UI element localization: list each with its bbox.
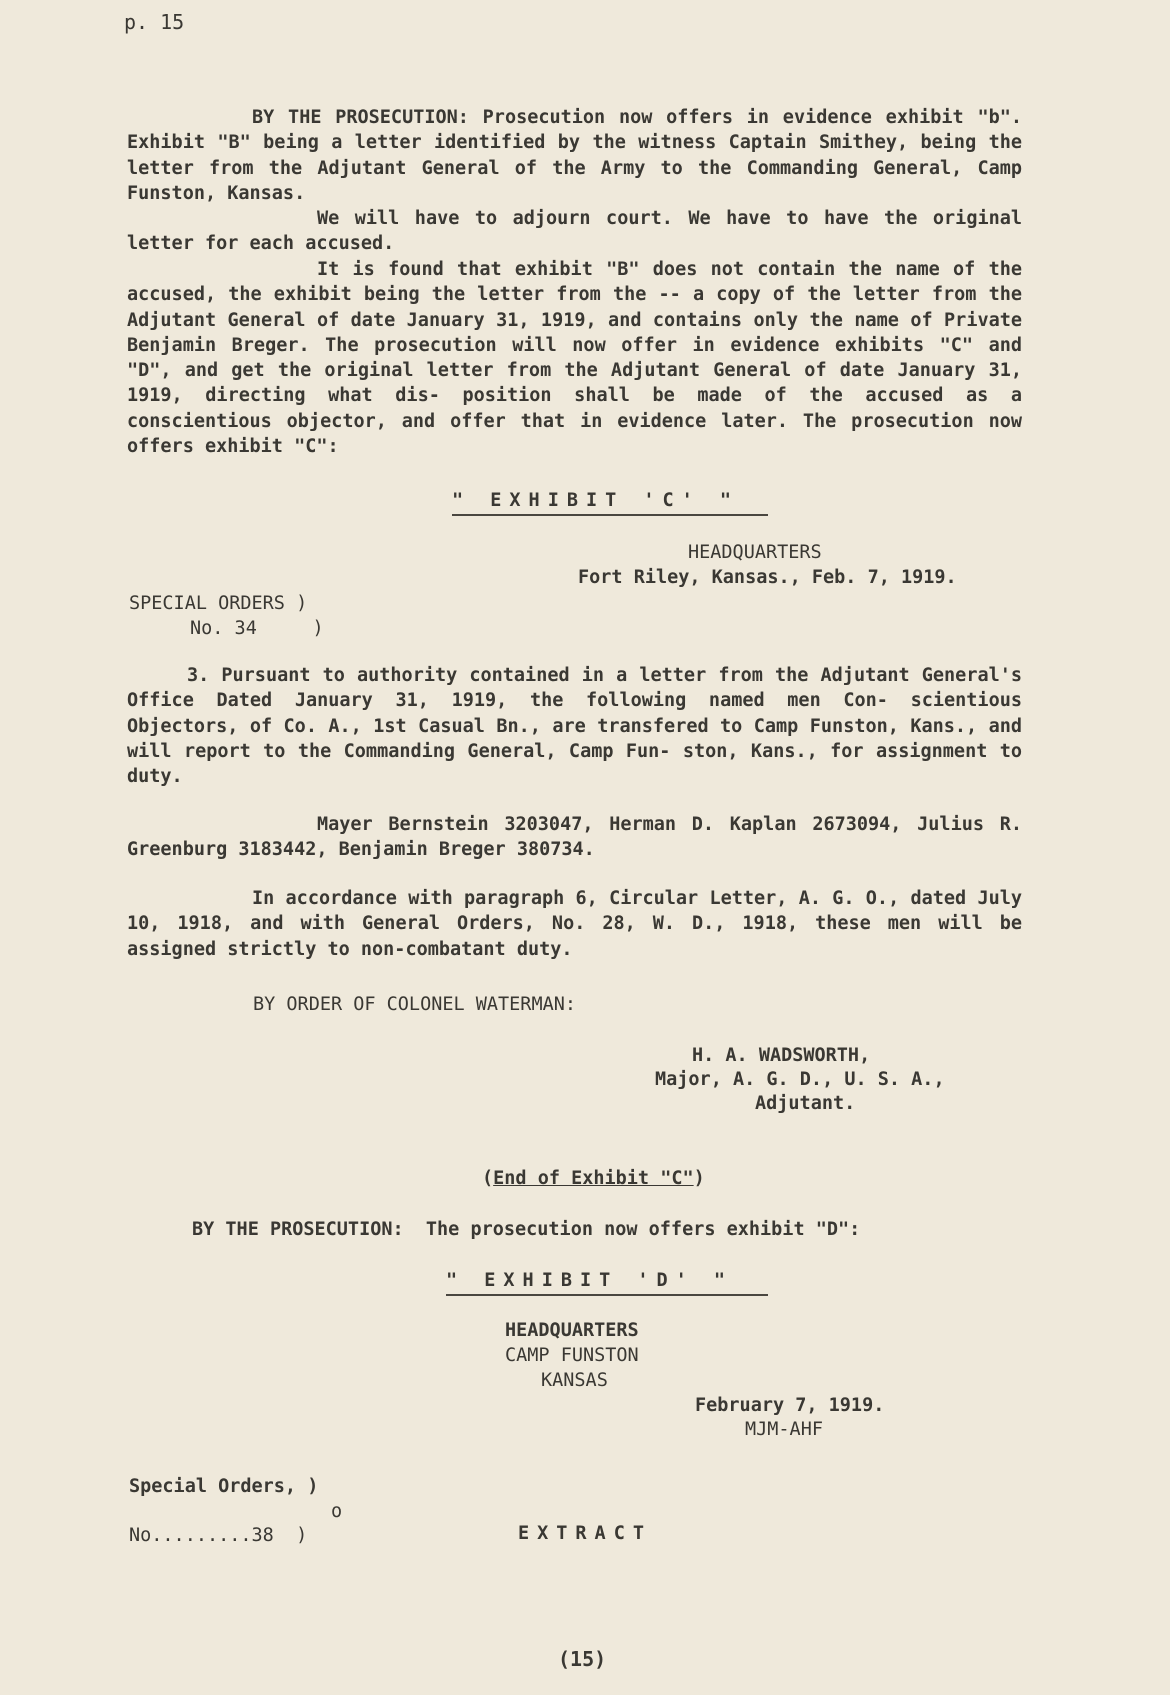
found-paragraph <box>127 257 1022 459</box>
text-line: Commanding General, Camp Funston, Kansas. <box>127 157 1023 204</box>
prosecution-paragraph <box>127 105 1022 206</box>
text-line: We will have to adjourn court. We have to have the <box>317 208 918 229</box>
text-line: original letter for each accused. <box>127 208 1023 255</box>
text-line: July 10, 1918, and with General Orders, No. 28, W. D., 1918, these men <box>127 888 1023 935</box>
prosecution-d-line: BY THE PROSECUTION: The prosecution now offers exhibit "D": <box>192 1219 861 1240</box>
text-line: position shall be made of the accused as a conscientious objector, and <box>127 385 1023 432</box>
exhibit-d-hq-line-2: CAMP FUNSTON <box>505 1345 639 1366</box>
text-line: It is found that exhibit "B" does not contain the name <box>317 259 940 280</box>
text-line: of the accused, the exhibit being the letter from the -- a copy of the <box>127 259 1023 306</box>
exhibit-c-orders-no: No. 34 ) <box>190 618 324 639</box>
text-line: BY THE PROSECUTION: Prosecution now offers in evidence exhibit <box>252 107 964 128</box>
text-line: letter from the Adjutant General of date January 31, 1919, and contains <box>127 284 1023 331</box>
text-line: ston, Kans., for assignment to duty. <box>127 740 1023 788</box>
exhibit-c-heading: " EXHIBIT 'C' " <box>452 490 740 511</box>
exhibit-c-signer-name: H. A. WADSWORTH, <box>692 1045 871 1066</box>
page-label: p. 15 <box>124 10 185 34</box>
exhibit-c-end-note: (End of Exhibit "C") <box>482 1168 705 1189</box>
text-line: scientious Objectors, of Co. A., 1st Casual Bn., are transfered to Camp <box>127 690 1022 737</box>
exhibit-d-orders-no: No.........38 ) <box>129 1525 308 1546</box>
exhibit-d-orders-label: Special Orders, ) <box>129 1476 319 1497</box>
exhibit-c-signer-rank: Major, A. G. D., U. S. A., <box>655 1069 945 1090</box>
exhibit-c-place-date: Fort Riley, Kansas., Feb. 7, 1919. <box>578 567 957 588</box>
exhibit-c-paragraph-3 <box>127 663 1022 789</box>
exhibit-c-names <box>127 812 1022 863</box>
exhibit-d-date: February 7, 1919. <box>695 1395 885 1416</box>
text-line: Funston, Kans., and will report to the Commanding General, Camp Fun- <box>127 715 1023 762</box>
text-line: R. Greenburg 3183442, Benjamin Breger 380734. <box>127 814 1022 861</box>
exhibit-d-underline <box>446 1294 768 1296</box>
adjourn-paragraph <box>127 206 1022 257</box>
text-line: Smithey, being the letter from the Adjutant General of the Army to the <box>127 132 1023 179</box>
exhibit-d-orders-colon: o <box>331 1501 343 1522</box>
exhibit-d-heading: " EXHIBIT 'D' " <box>446 1270 734 1291</box>
page-footer: (15) <box>558 1647 607 1671</box>
text-line: "b". Exhibit "B" being a letter identified by the witness Captain <box>127 107 1022 154</box>
text-line: offer that in evidence later. The prosecution now offers exhibit "C": <box>127 410 1022 458</box>
text-line: will be assigned strictly to non-combatant duty. <box>127 913 1023 960</box>
text-line: from the Adjutant General of date January 31, 1919, directing what dis- <box>127 360 1022 407</box>
exhibit-d-ref: MJM-AHF <box>745 1419 823 1440</box>
exhibit-d-extract: EXTRACT <box>518 1523 652 1544</box>
text-line: offer in evidence exhibits "C" and "D", and get the original letter <box>127 334 1023 382</box>
exhibit-c-underline <box>452 514 768 516</box>
exhibit-d-hq-line-3: KANSAS <box>541 1370 608 1391</box>
text-line: Mayer Bernstein 3203047, Herman D. Kaplan 2673094, Julius <box>317 814 984 835</box>
text-line: only the name of Private Benjamin Breger. The prosecution will now <box>127 309 1023 356</box>
text-line: 3. Pursuant to authority contained in a letter from the Adjutant <box>187 665 910 686</box>
exhibit-c-hq: HEADQUARTERS <box>688 542 822 563</box>
text-line: In accordance with paragraph 6, Circular Letter, A. G. O., dated <box>252 888 967 909</box>
exhibit-c-orders-label: SPECIAL ORDERS ) <box>129 593 308 614</box>
exhibit-c-signer-title: Adjutant. <box>755 1093 856 1114</box>
exhibit-c-by-order: BY ORDER OF COLONEL WATERMAN: <box>253 994 577 1015</box>
exhibit-c-accordance <box>127 886 1022 962</box>
exhibit-d-hq-line-1: HEADQUARTERS <box>505 1320 639 1341</box>
text-line: General's Office Dated January 31, 1919, the following named men Con- <box>127 665 1023 712</box>
